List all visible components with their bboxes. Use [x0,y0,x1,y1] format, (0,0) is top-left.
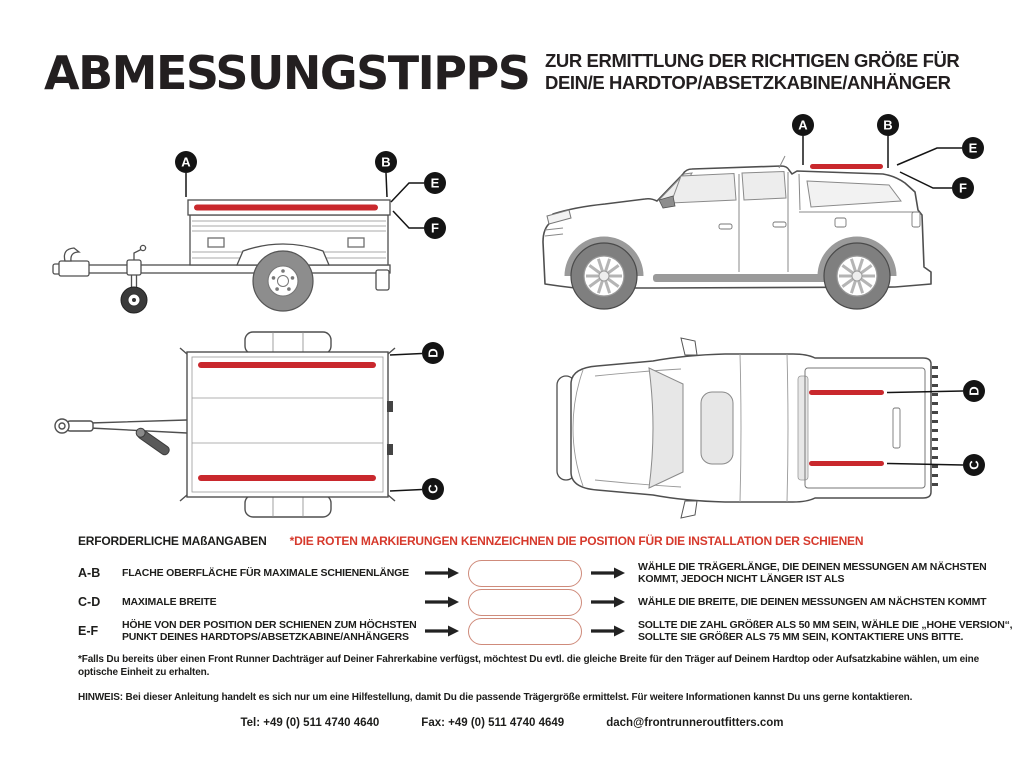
trailer-side-diagram [45,118,465,323]
latch [387,401,393,412]
row-description: FLACHE OBERFLÄCHE FÜR MAXIMALE SCHIENENLÄNGE [122,566,409,579]
row-label: E-F [78,624,99,638]
rear-door-window [742,172,786,201]
required-measures-label: ERFORDERLICHE MAßANGABEN [78,534,267,548]
trailer-drawbar [57,265,390,273]
arrow-right-icon [591,567,625,579]
footer-tel: Tel: +49 (0) 511 4740 4640 [240,717,380,729]
row-label: A-B [78,566,101,580]
fender-top [245,332,331,354]
svg-text:D: D [966,386,982,396]
subtitle-line-2: DEIN/E HARDTOP/ABSETZKABINE/ANHÄNGER [545,72,951,93]
front-wheel [571,243,637,309]
bed-marker-red-top [809,390,884,395]
bed-marker-red-bottom [809,461,884,466]
rear-wheel [824,243,890,309]
row-description: MAXIMALE BREITE [122,595,217,608]
door-handle [773,222,786,227]
rear-window [798,376,808,480]
measure-row-ef [78,610,1013,652]
row-description: HÖHE VON DER POSITION DER SCHIENEN ZUM HÖCHSTEN PUNKT DEINES HARDTOPS/ABSETZKABINE/ANHÄNGERS [122,618,417,643]
sunroof [701,392,733,464]
footer-fax: Fax: +49 (0) 511 4740 4649 [421,717,565,729]
arrow-right-icon [425,625,459,637]
arrow-right-icon [591,625,625,637]
tailgate-hinges [932,366,938,486]
measurement-input-ef[interactable] [468,618,582,645]
row-instruction: WÄHLE DIE BREITE, DIE DEINEN MESSUNGEN AM NÄCHSTEN KOMMT [638,595,987,608]
svg-text:C: C [966,460,982,470]
windshield-top [649,368,683,488]
rocker-panel [653,274,835,282]
measure-badges [422,342,444,500]
row-instruction: WÄHLE DIE TRÄGERLÄNGE, DIE DEINEN MESSUNGEN AM NÄCHSTEN KOMMT, JEDOCH NICHT LÄNGER IST ALS [638,560,987,585]
front-door-window [671,174,736,204]
measure-badges [963,380,985,476]
footnote-asterisk: *Falls Du bereits über einen Front Runner Dachträger auf Deiner Fahrerkabine verfügst, möchtest Du evtl. die gleiche Breite für den Träger auf Deinem Hardtop oder Aufsatzkabine wählen, um eine optische Einheit zu erhalten. [78,654,980,678]
rail-marker-red-top [198,362,376,368]
rail-marker-red [194,205,378,211]
subtitle-line-1: ZUR ERMITTLUNG DER RICHTIGEN GRÖßE FÜR [545,50,960,71]
footnote-hinweis: HINWEIS: Bei dieser Anleitung handelt es sich nur um eine Hilfestellung, damit Du die passende Trägergröße ermittelst. Für weitere Informationen kannst Du uns gerne kontaktieren. [78,692,913,703]
svg-text:D: D [425,348,441,358]
trailer-top-diagram [45,325,465,530]
svg-text:B: B [883,117,893,133]
jockey-wheel [121,287,147,313]
truck-top-diagram [535,328,990,528]
row-label: C-D [78,595,101,609]
tail-light [912,212,920,227]
arrow-right-icon [425,596,459,608]
svg-text:E: E [968,140,978,156]
page-subtitle [545,50,959,94]
side-mirror [681,338,697,355]
measurements-heading [78,534,863,548]
hitch-coupler [59,261,89,276]
footer-contacts [0,717,1024,729]
measurement-input-ab[interactable] [468,560,582,587]
svg-text:B: B [381,154,391,170]
side-mirror [681,501,697,518]
footer-email: dach@frontrunneroutfitters.com [606,717,784,729]
red-markers-note: *DIE ROTEN MARKIERUNGEN KENNZEICHNEN DIE POSITION FÜR DIE INSTALLATION DER SCHIENEN [289,534,864,548]
svg-text:F: F [431,220,439,236]
row-instruction: SOLLTE DIE ZAHL GRÖßER ALS 50 MM SEIN, WÄHLE DIE „HOHE VERSION“, SOLLTE SIE GRÖßER ALS 75 MM SEIN, KONTAKTIERE UNS BITTE. [638,618,1013,643]
fender-bottom [245,495,331,517]
rail-marker-red-bottom [198,475,376,481]
trailer-wheel [253,251,313,311]
latch [387,444,393,455]
truck-body-top [571,354,931,502]
canopy-marker-red [810,164,883,169]
truck-side-diagram [535,112,990,322]
fuel-door [835,218,846,227]
arrow-right-icon [425,567,459,579]
hitch-coupler [67,421,93,431]
page-title: ABMESSUNGSTIPPS [44,46,530,100]
door-handle [719,224,732,229]
svg-text:A: A [181,154,191,170]
svg-text:F: F [959,180,967,196]
svg-text:E: E [430,175,440,191]
measure-row-ab [78,555,1008,591]
arrow-right-icon [591,596,625,608]
svg-text:A: A [798,117,808,133]
svg-text:C: C [425,484,441,494]
